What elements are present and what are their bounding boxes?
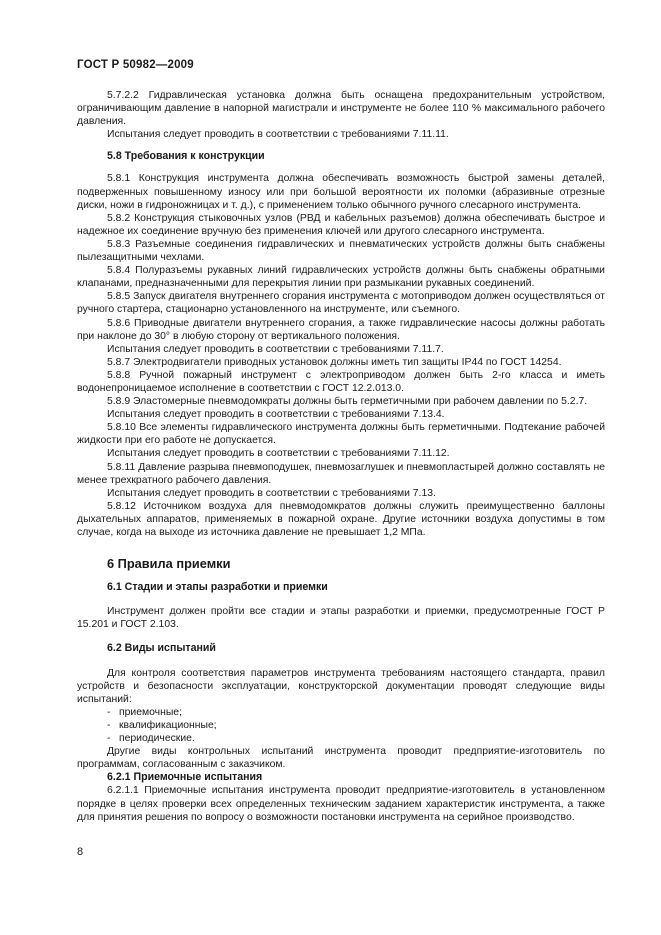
- paragraph-5-8-3: 5.8.3 Разъемные соединения гидравлических и пневматических устройств должны быть снабжены пылезащитными чехлами.: [77, 238, 605, 264]
- page-number: 8: [77, 846, 84, 858]
- test-note: Испытания следует проводить в соответствии с требованиями 7.13.: [107, 487, 436, 499]
- paragraph-6-2-1-1: 6.2.1.1 Приемочные испытания инструмента проводит предприятие-изготовитель в установленном порядке в целях проверки всех определенных техническим заданием характеристик инструмента, а также для принятия решения по вопросу о возможности постановки инструмента на серийное производство.: [77, 785, 605, 823]
- paragraph-5-7-2-2: 5.7.2.2 Гидравлическая установка должна быть оснащена предохранительным устройством, ограничивающим давление в напорной магистрали и инструменте не более 110 % максимального рабочего давления.: [77, 90, 605, 128]
- test-note: Испытания следует проводить в соответствии с требованиями 7.13.4.: [107, 409, 445, 421]
- test-note: Испытания следует проводить в соответствии с требованиями 7.11.7.: [107, 343, 444, 355]
- list-item: - приемочные;: [107, 706, 182, 718]
- paragraph-5-8-4: 5.8.4 Полуразъемы рукавных линий гидравлических устройств должны быть снабжены обратными клапанами, предназначенными для перекрытия линии при размыкании рукавных соединений.: [77, 265, 605, 290]
- list-dash: -: [107, 706, 111, 718]
- paragraph-5-8-2: 5.8.2 Конструкция стыковочных узлов (РВД и кабельных разъемов) должна обеспечивать быстрое и надежное их соединение вручную без применения ключей или другого слесарного инструмента.: [77, 212, 605, 237]
- list-item: - периодические.: [107, 733, 195, 745]
- paragraph-5-8-11: 5.8.11 Давление разрыва пневмоподушек, пневмозаглушек и пневмопластырей должно составлять не менее трехкратного рабочего давления.: [77, 461, 605, 486]
- paragraph-6-2-other: Другие виды контрольных испытаний инструмента проводит предприятие-изготовитель по программам, согласованным с заказчиком.: [77, 746, 605, 771]
- paragraph-5-8-9: 5.8.9 Эластомерные пневмодомкраты должны быть герметичными при рабочем давлении по 5.2.7.: [107, 396, 588, 408]
- section-title-6: 6 Правила приемки: [107, 556, 231, 572]
- paragraph-5-8-8: 5.8.8 Ручной пожарный инструмент с электроприводом должен быть 2-го класса и иметь водонепроницаемое исполнение в соответствии с ГОСТ 12.2.013.0.: [77, 369, 605, 394]
- paragraph-6-2: Для контроля соответствия параметров инструмента требованиям настоящего стандарта, правил устройств и безопасности эксплуатации, конструкторской документации проводят следующие виды испытаний:: [77, 667, 605, 705]
- paragraph-5-8-5: 5.8.5 Запуск двигателя внутреннего сгорания инструмента с мотоприводом должен осуществляться от ручного стартера, стационарно установленного на инструменте, или съемного.: [77, 291, 605, 316]
- paragraph-5-8-10: 5.8.10 Все элементы гидравлического инструмента должны быть герметичными. Подтекание рабочей жидкости при его работе не допускается.: [77, 422, 605, 447]
- paragraph-5-8-1: 5.8.1 Конструкция инструмента должна обеспечивать возможность быстрой замены деталей, подверженных повышенному износу или при большой вероятности их поломки (абразивные отрезные диски, ножи в гидроножницах и т. д.), с применением только обычного ручного слесарного инструмента.: [77, 173, 605, 211]
- paragraph-5-8-12: 5.8.12 Источником воздуха для пневмодомкратов должны служить преимущественно баллоны дыхательных аппаратов, применяемых в пожарной охране. Другие источники воздуха допустимы в том случае, когда на выходе из источника давление не превышает 1,2 МПа.: [77, 500, 605, 538]
- document-header: ГОСТ Р 50982—2009: [77, 59, 194, 71]
- list-item: - квалификационные;: [107, 719, 217, 731]
- section-title-5-8: 5.8 Требования к конструкции: [107, 150, 265, 163]
- section-title-6-1: 6.1 Стадии и этапы разработки и приемки: [107, 581, 328, 594]
- test-note: Испытания следует проводить в соответствии с требованиями 7.11.12.: [107, 448, 450, 460]
- list-dash: -: [107, 719, 111, 731]
- paragraph-5-8-7: 5.8.7 Электродвигатели приводных установок должны иметь тип защиты IP44 по ГОСТ 14254.: [107, 356, 562, 368]
- section-title-6-2-1: 6.2.1 Приемочные испытания: [107, 771, 263, 784]
- list-dash: -: [107, 733, 111, 745]
- paragraph-5-8-6: 5.8.6 Приводные двигатели внутреннего сгорания, а также гидравлические насосы должны работать при наклоне до 30° в любую сторону от вертикального положения.: [77, 317, 605, 342]
- document-body: [77, 89, 605, 824]
- test-note: Испытания следует проводить в соответствии с требованиями 7.11.11.: [107, 129, 449, 141]
- paragraph-6-1: Инструмент должен пройти все стадии и этапы разработки и приемки, предусмотренные ГОСТ Р 15.201 и ГОСТ 2.103.: [77, 606, 605, 631]
- section-title-6-2: 6.2 Виды испытаний: [107, 642, 216, 655]
